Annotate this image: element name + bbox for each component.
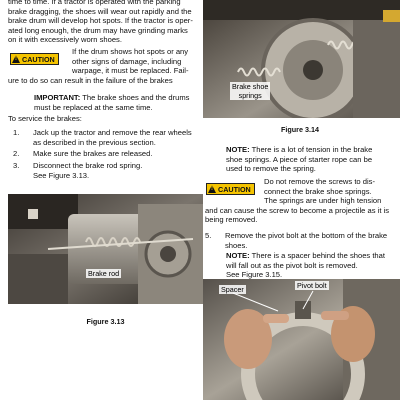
step-2 xyxy=(13,149,203,159)
caution-line: warpage, it must be replaced. Fail- xyxy=(72,66,189,76)
caution-line: connect the brake shoe springs. xyxy=(264,186,372,196)
brake-shoe-springs-label xyxy=(230,82,270,100)
note-line: There is a spacer behind the shoes that xyxy=(249,251,385,260)
step-number: 2. xyxy=(13,149,20,158)
step-line: Disconnect the brake rod spring. xyxy=(33,161,143,170)
caution-line: being removed. xyxy=(205,215,258,225)
figure-3-14-photo xyxy=(203,0,400,118)
step-5 xyxy=(205,231,400,251)
caution-text-cont xyxy=(8,76,203,86)
important-label: IMPORTANT: xyxy=(34,93,81,102)
warning-icon: ! xyxy=(12,55,20,63)
note-spacer xyxy=(226,251,398,280)
note-line: There is a lot of tension in the brake xyxy=(249,145,373,154)
note-line: used to remove the spring. xyxy=(226,164,316,174)
caution-line: Do not remove the screws to dis- xyxy=(264,177,375,186)
pivot-bolt-photo xyxy=(203,279,400,400)
caution-line: The springs are under high tension xyxy=(264,196,382,206)
intro-line: ated long enough, the drum may have grinding marks xyxy=(8,25,188,35)
step-3 xyxy=(13,161,203,181)
caution-line: and can cause the screw to become a projectile as it is xyxy=(205,205,390,215)
intro-line: on it with excessively worn shoes. xyxy=(8,35,122,45)
intro-line: brake dragging, the shoes will wear out rapidly and the xyxy=(8,6,192,16)
caution-screws-text xyxy=(264,177,399,206)
intro-line: time to time. If a tractor is operated with the parking xyxy=(8,0,181,6)
brake-rod-label: Brake rod xyxy=(88,269,120,278)
figure-3-13-photo xyxy=(8,194,203,304)
step-line: Jack up the tractor and remove the rear wheels xyxy=(33,128,192,137)
note-line: See Figure 3.15. xyxy=(226,270,283,280)
note-label: NOTE: xyxy=(226,251,250,260)
figure-3-13-caption: Figure 3.13 xyxy=(86,317,125,326)
step-line: Remove the pivot bolt at the bottom of the brake xyxy=(225,231,388,240)
step-line: See Figure 3.13. xyxy=(33,170,90,180)
note-line: will fall out as the pivot bolt is removed. xyxy=(226,260,358,270)
caution-text xyxy=(72,47,202,76)
pivot-bolt-label: Pivot bolt xyxy=(297,281,327,290)
step-number: 1. xyxy=(13,128,20,137)
note-line: shoe springs. A piece of starter rope can be xyxy=(226,154,373,164)
step-line: Make sure the brakes are released. xyxy=(33,149,153,158)
caution-badge-label: CAUTION xyxy=(22,54,55,64)
caution-screws-text-cont xyxy=(205,206,400,225)
caution-badge xyxy=(10,53,59,65)
intro-paragraph xyxy=(8,0,198,45)
step-1 xyxy=(13,128,203,148)
step-text xyxy=(33,128,192,147)
figure-3-15-photo xyxy=(203,279,400,400)
caution-badge-label: CAUTION xyxy=(218,184,251,194)
important-line: The brake shoes and the drums xyxy=(80,93,190,102)
figure-3-14-caption: Figure 3.14 xyxy=(281,125,319,134)
intro-line: brake drum will develop hot spots. If the tractor is oper- xyxy=(8,16,193,26)
caution-badge xyxy=(206,183,255,195)
important-line: must be replaced at the same time. xyxy=(34,102,153,112)
service-heading xyxy=(8,114,82,124)
step-line: as described in the previous section. xyxy=(33,137,156,147)
note-label: NOTE: xyxy=(226,145,250,154)
spacer-label: Spacer xyxy=(221,285,244,294)
brake-rod-photo xyxy=(8,194,203,304)
caution-line: ure to do so can result in the failure of the brakes xyxy=(8,75,173,85)
caution-line: If the drum shows hot spots or any xyxy=(72,47,189,56)
step-number: 3. xyxy=(13,161,20,170)
brake-shoe-springs-text: Brake shoe springs xyxy=(232,82,269,100)
warning-icon: ! xyxy=(208,185,216,193)
important-note xyxy=(34,93,204,112)
step-line: shoes. xyxy=(225,240,248,250)
step-text xyxy=(33,161,142,180)
caution-line: other signs of damage, including xyxy=(72,56,182,66)
note-tension xyxy=(226,145,398,174)
brake-shoe-springs-photo xyxy=(203,0,400,118)
step-text xyxy=(225,231,387,250)
step-number: 5. xyxy=(205,231,212,240)
service-heading-text: To service the brakes: xyxy=(8,114,82,123)
